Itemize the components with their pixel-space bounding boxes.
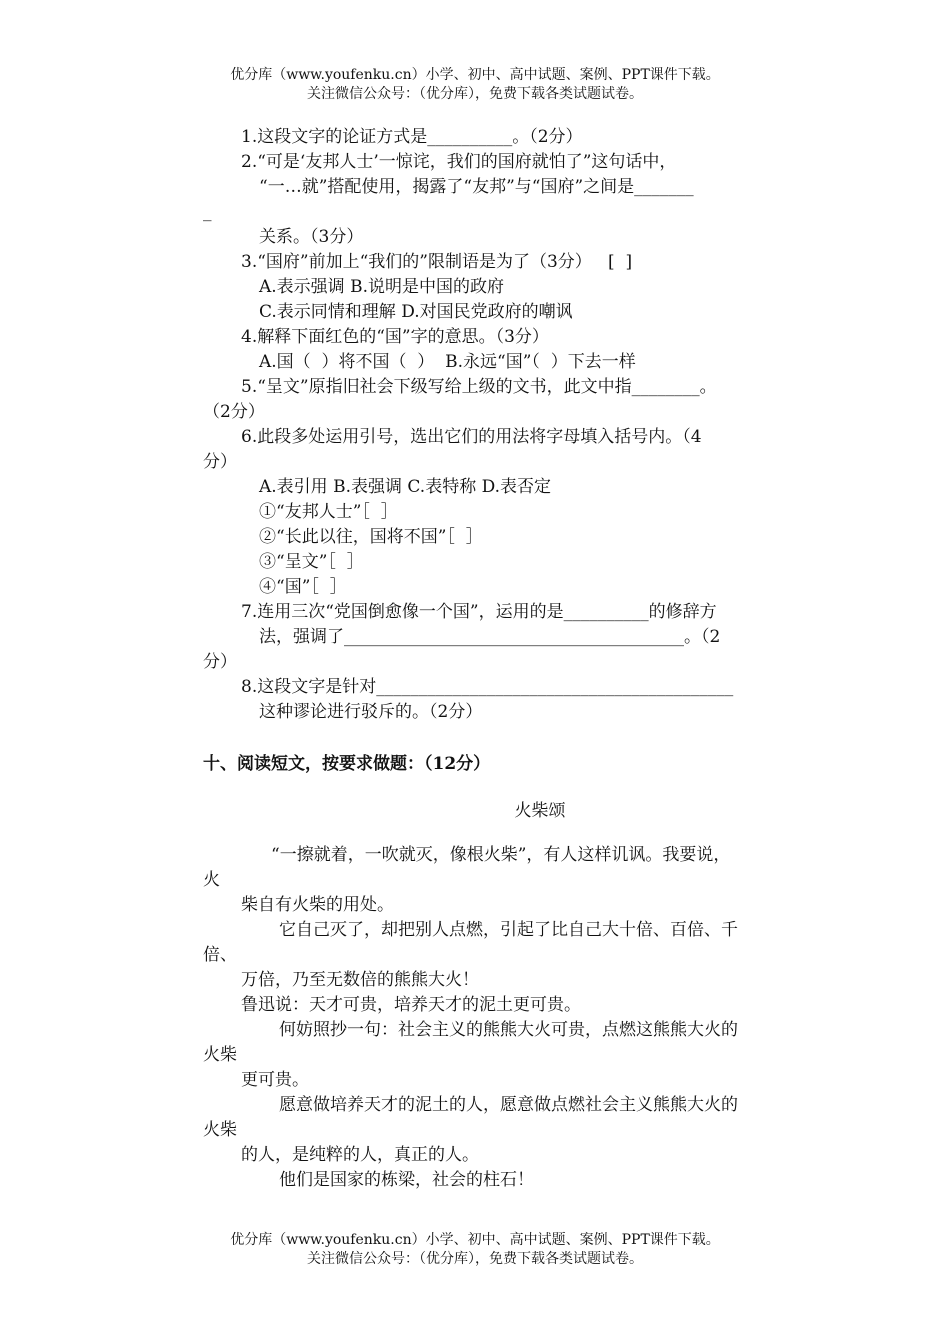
- passage-p5-line1: 愿意做培养天才的泥土的人，愿意做点燃社会主义熊熊大火的: [279, 1095, 738, 1115]
- question-7-line2: 法，强调了________________________________________。（2: [259, 627, 721, 647]
- passage-p3: 鲁迅说：天才可贵，培养天才的泥土更可贵。: [241, 995, 581, 1015]
- question-3-options-ab: A.表示强调 B.说明是中国的政府: [259, 277, 504, 297]
- page-footer-line2: 关注微信公众号：（优分库），免费下载各类试题试卷。: [307, 1251, 643, 1267]
- question-2-line2: “一…就”搭配使用，揭露了“友邦”与“国府”之间是_______: [259, 177, 694, 197]
- question-4-items: A.国（ ）将不国（ ） B.永远“国”（ ）下去一样: [259, 352, 636, 372]
- question-6-line1: 6.此段多处运用引号，选出它们的用法将字母填入括号内。（4: [241, 427, 702, 447]
- question-5-line1: 5.“呈文”原指旧社会下级写给上级的文书，此文中指________。: [241, 377, 717, 397]
- passage-p6: 他们是国家的栋梁，社会的柱石！: [279, 1170, 534, 1190]
- passage-p1-line3: 柴自有火柴的用处。: [241, 895, 394, 915]
- question-6-item-2: ②“长此以往，国将不国”［ ］: [259, 527, 483, 547]
- passage-p1-line1: “一擦就着，一吹就灭，像根火柴”，有人这样讥讽。我要说，: [271, 845, 731, 865]
- passage-p4-line2: 火柴: [203, 1045, 237, 1065]
- question-3-options-cd: C.表示同情和理解 D.对国民党政府的嘲讽: [259, 302, 573, 322]
- question-1: 1.这段文字的论证方式是__________。（2分）: [241, 127, 583, 147]
- passage-p5-line3: 的人，是纯粹的人，真正的人。: [241, 1145, 479, 1165]
- passage-p5-line2: 火柴: [203, 1120, 237, 1140]
- question-6-item-3: ③“呈文”［ ］: [259, 552, 364, 572]
- question-6-item-1: ①“友邦人士”［ ］: [259, 502, 398, 522]
- page-footer-line1: 优分库（www.youfenku.cn）小学、初中、高中试题、案例、PPT课件下载。: [230, 1232, 720, 1248]
- question-2-line3: _: [203, 202, 212, 222]
- question-4: 4.解释下面红色的“国”字的意思。（3分）: [241, 327, 549, 347]
- passage-p1-line2: 火: [203, 870, 220, 890]
- question-6-item-4: ④“国”［ ］: [259, 577, 347, 597]
- question-8-line2: 这种谬论进行驳斥的。（2分）: [259, 702, 483, 722]
- passage-p4-line1: 何妨照抄一句：社会主义的熊熊大火可贵，点燃这熊熊大火的: [279, 1020, 738, 1040]
- passage-p2-line1: 它自己灭了，却把别人点燃，引起了比自己大十倍、百倍、千: [279, 920, 738, 940]
- page-header-line1: 优分库（www.youfenku.cn）小学、初中、高中试题、案例、PPT课件下载。: [230, 67, 720, 83]
- section-10-heading: 十、阅读短文，按要求做题：（12分）: [203, 754, 491, 774]
- question-7-line1: 7.连用三次“党国倒愈像一个国”，运用的是__________的修辞方: [241, 602, 717, 622]
- question-2-line4: 关系。（3分）: [259, 227, 364, 247]
- passage-title: 火柴颂: [514, 801, 566, 821]
- page-header-line2: 关注微信公众号：（优分库），免费下载各类试题试卷。: [307, 86, 643, 102]
- question-7-line3: 分）: [203, 652, 237, 672]
- question-2-line1: 2.“可是‘友邦人士’一惊诧，我们的国府就怕了”这句话中，: [241, 152, 677, 172]
- question-6-line2: 分）: [203, 452, 237, 472]
- question-6-options: A.表引用 B.表强调 C.表特称 D.表否定: [259, 477, 552, 497]
- question-3: 3.“国府”前加上“我们的”限制语是为了（3分） [ ]: [241, 252, 633, 272]
- passage-p4-line3: 更可贵。: [241, 1070, 309, 1090]
- question-8-line1: 8.这段文字是针对__________________________________________: [241, 677, 734, 697]
- passage-p2-line2: 倍、: [203, 945, 237, 965]
- passage-p2-line3: 万倍，乃至无数倍的熊熊大火！: [241, 970, 479, 990]
- question-5-line2: （2分）: [203, 402, 265, 422]
